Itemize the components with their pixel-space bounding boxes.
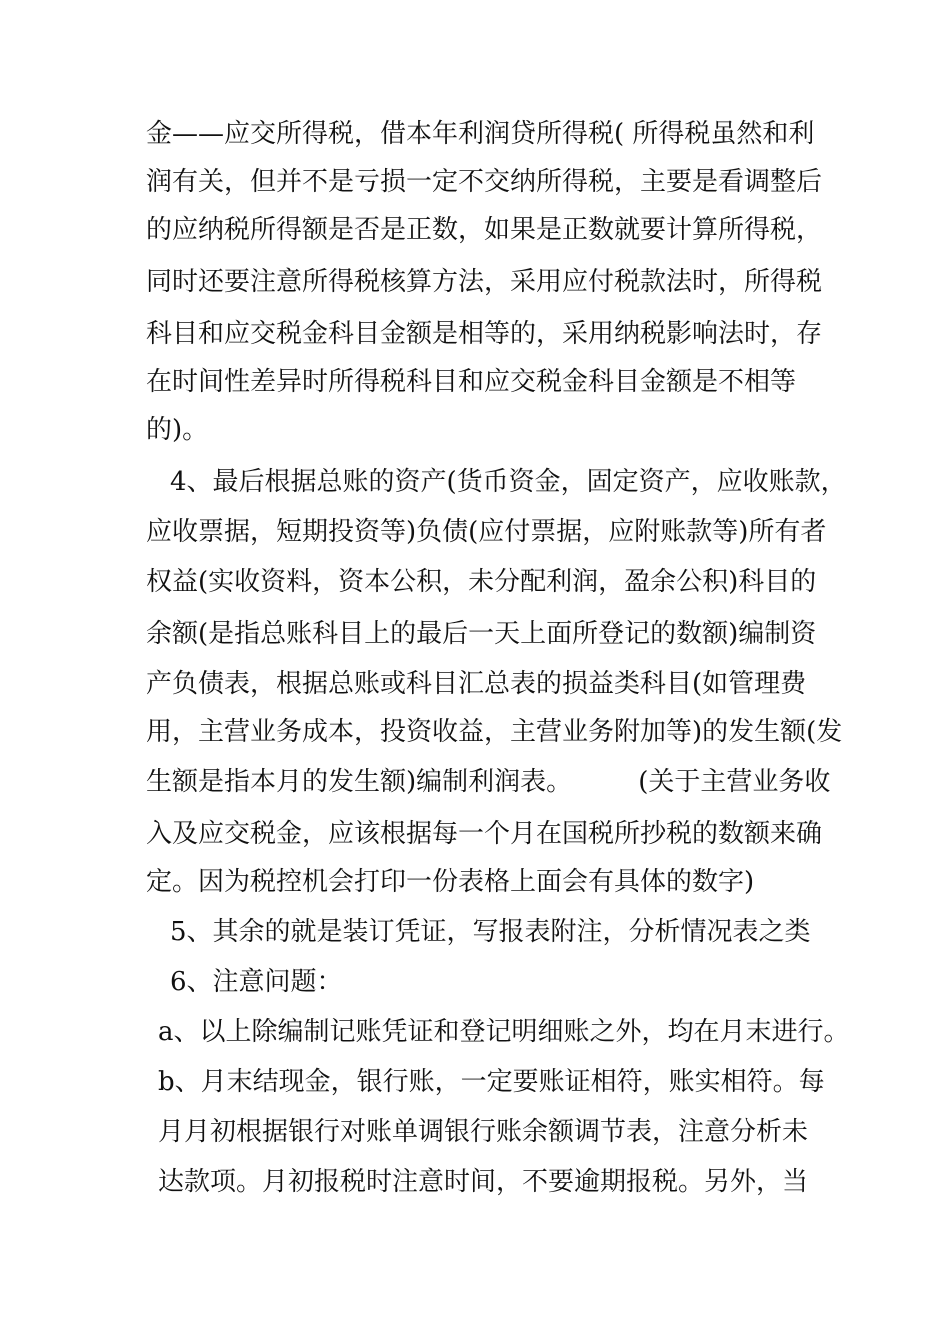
text-line: 科目和应交税金科目金额是相等的，采用纳税影响法时，存 xyxy=(146,319,823,349)
text-line: a、以上除编制记账凭证和登记明细账之外，均在月末进行。 xyxy=(158,1017,850,1047)
text-line: 应收票据，短期投资等)负债(应付票据，应附账款等)所有者 xyxy=(146,517,827,547)
text-line: 的应纳税所得额是否是正数，如果是正数就要计算所得税， xyxy=(146,215,823,245)
text-line: b、月末结现金，银行账，一定要账证相符，账实相符。每 xyxy=(158,1067,825,1097)
text-line: 在时间性差异时所得税科目和应交税金科目金额是不相等 xyxy=(146,367,797,397)
text-line: 润有关，但并不是亏损一定不交纳所得税，主要是看调整后 xyxy=(146,167,823,197)
text-line: 余额(是指总账科目上的最后一天上面所登记的数额)编制资 xyxy=(146,619,817,649)
text-line: 金——应交所得税，借本年利润贷所得税( 所得税虽然和利 xyxy=(146,119,815,149)
text-line: 定。因为税控机会打印一份表格上面会有具体的数字) xyxy=(146,867,755,897)
text-line: 同时还要注意所得税核算方法，采用应付税款法时，所得税 xyxy=(146,267,823,297)
text-line: 生额是指本月的发生额)编制利润表。 (关于主营业务收 xyxy=(146,767,831,797)
text-line: 达款项。月初报税时注意时间，不要逾期报税。另外，当 xyxy=(158,1167,809,1197)
text-line: 月月初根据银行对账单调银行账余额调节表，注意分析未 xyxy=(158,1117,809,1147)
text-line: 权益(实收资料，资本公积，未分配利润，盈余公积)科目的 xyxy=(146,567,817,597)
text-line: 6、注意问题： xyxy=(170,967,343,997)
text-line: 用，主营业务成本，投资收益，主营业务附加等)的发生额(发 xyxy=(146,717,843,747)
text-line: 5、其余的就是装订凭证，写报表附注，分析情况表之类 xyxy=(170,917,811,947)
text-line: 的)。 xyxy=(146,415,209,445)
text-line: 产负债表，根据总账或科目汇总表的损益类科目(如管理费 xyxy=(146,669,807,699)
text-line: 4、最后根据总账的资产(货币资金，固定资产，应收账款， xyxy=(170,467,847,497)
text-line: 入及应交税金，应该根据每一个月在国税所抄税的数额来确 xyxy=(146,819,823,849)
